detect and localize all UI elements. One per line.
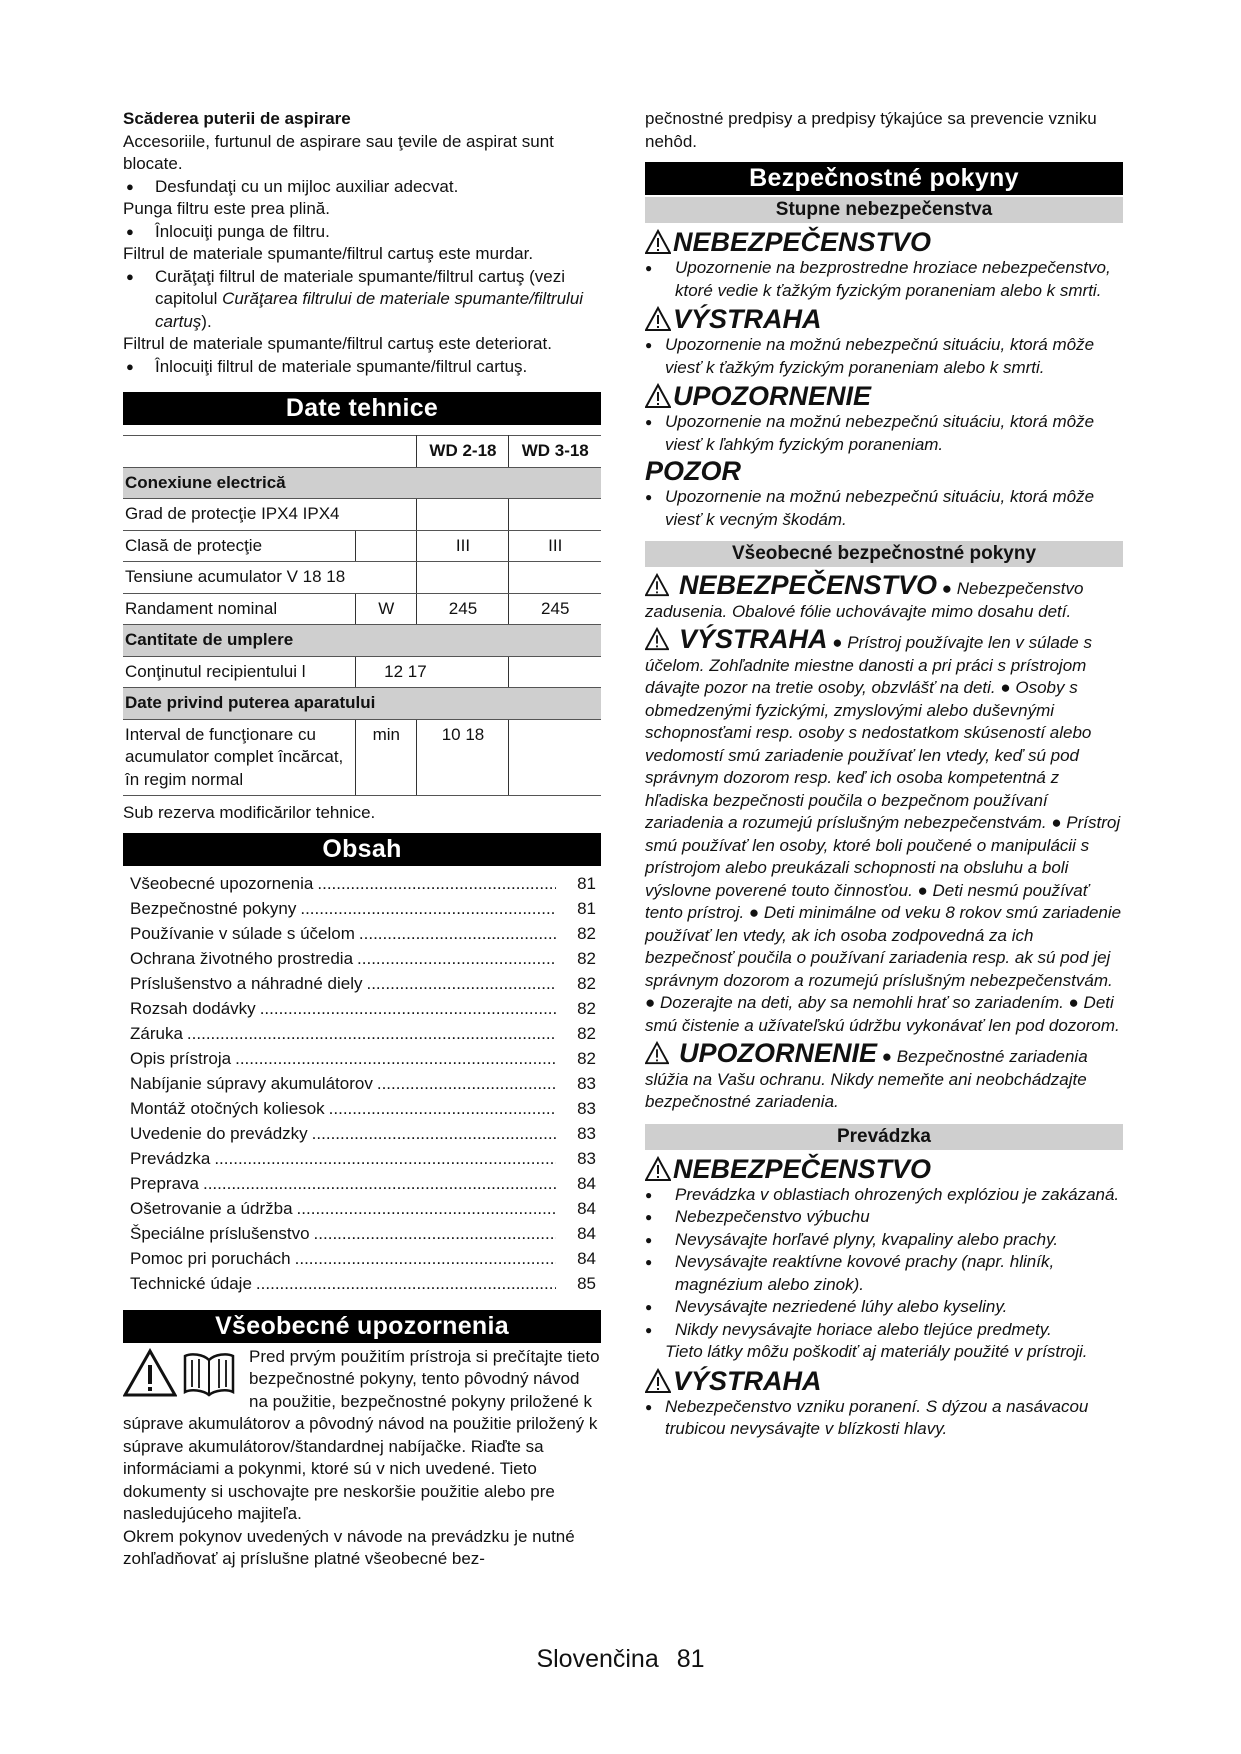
toc-row[interactable] — [130, 1048, 596, 1073]
toc-page: 84 — [577, 1198, 596, 1218]
general-safety-danger-text: Nebezpečenstvo zadusenia. Obalové fólie uchovávajte mimo dosahu detí. — [645, 579, 1084, 621]
toc-row[interactable] — [130, 998, 596, 1023]
signal-word-danger-operation — [645, 1154, 1123, 1184]
signal-word-text: VÝSTRAHA — [673, 304, 822, 334]
row-protection-degree: Grad de protecţie IPX4 IPX4 — [123, 499, 417, 531]
toc-title: Uvedenie do prevádzky — [130, 1123, 308, 1143]
toc-row[interactable] — [130, 1023, 596, 1048]
toc-row[interactable] — [130, 948, 596, 973]
toc-page: 84 — [577, 1173, 596, 1193]
signal-word-text: UPOZORNENIE — [673, 381, 872, 411]
signal-word-text: NEBEZPEČENSTVO — [673, 1153, 932, 1184]
operation-item: ● Nikdy nevysávajte horiace alebo tlejúce predmety. — [645, 1319, 1123, 1342]
safety-heading: Bezpečnostné pokyny — [645, 162, 1123, 195]
cell-unit: min — [356, 719, 417, 796]
section-performance: Date privind puterea aparatului — [123, 688, 601, 720]
table-row — [123, 499, 601, 531]
signal-word-text: POZOR — [645, 456, 742, 486]
footer-language: Slovenčina — [536, 1645, 659, 1673]
warning-triangle-icon — [123, 1348, 177, 1398]
toc-title: Ošetrovanie a údržba — [130, 1198, 293, 1218]
toc-page: 81 — [577, 898, 596, 918]
toc-title: Preprava — [130, 1173, 199, 1193]
toc-title: Nabíjanie súpravy akumulátorov — [130, 1073, 373, 1093]
operation-warning-text: ● Nebezpečenstvo vzniku poranení. S dýzou a nasávacou trubicou nevysávajte v blízkosti hlavy. — [645, 1396, 1123, 1441]
continued-text: pečnostné predpisy a predpisy týkajúce sa prevencie vzniku nehôd. — [645, 109, 1097, 151]
col-header-wd3: WD 3-18 — [509, 436, 601, 468]
cell-value: 10 18 — [417, 719, 509, 796]
fault-cause-4: Filtrul de materiale spumante/filtrul cartuş este deteriorat. — [123, 334, 552, 353]
toc-row[interactable] — [130, 1248, 596, 1273]
toc-list — [130, 873, 596, 1298]
signal-word-danger — [645, 227, 1123, 257]
general-safety-danger: NEBEZPEČENSTVO ● Nebezpečenstvo zadusenia. Obalové fólie uchovávajte mimo dosahu detí. — [645, 570, 1084, 621]
toc-row[interactable] — [130, 973, 596, 998]
fault-remedy-1: ● Desfundaţi cu un mijloc auxiliar adecvat. — [123, 176, 601, 199]
table-row — [123, 530, 601, 562]
page-footer — [0, 1645, 1241, 1674]
toc-page: 84 — [577, 1223, 596, 1243]
table-section — [123, 688, 601, 720]
warning-description: ● Upozornenie na možnú nebezpečnú situáciu, ktorá môže viesť k ťažkým fyzickým poraneniam alebo k smrti. — [645, 334, 1123, 379]
toc-title: Príslušenstvo a náhradné diely — [130, 973, 363, 993]
general-notes-text-2: Okrem pokynov uvedených v návode na prevádzku je nutné zohľadňovať aj príslušne platné všeobecné bez- — [123, 1526, 575, 1568]
warning-triangle-icon — [645, 1041, 669, 1065]
toc-title: Záruka — [130, 1023, 183, 1043]
row-battery-voltage: Tensiune acumulator V 18 18 — [123, 562, 417, 594]
cell-unit: W — [356, 593, 417, 625]
toc-title: Špeciálne príslušenstvo — [130, 1223, 310, 1243]
fault-cause-2: Punga filtru este prea plină. — [123, 199, 330, 218]
danger-description: ● Upozornenie na bezprostredne hroziace nebezpečenstvo, ktoré vedie k ťažkým fyzickým poraneniam alebo k smrti. — [645, 257, 1123, 302]
section-capacity: Cantitate de umplere — [123, 625, 601, 657]
operation-item: ● Nevysávajte horľavé plyny, kvapaliny alebo prachy. — [645, 1229, 1123, 1252]
toc-page: 82 — [577, 1023, 596, 1043]
toc-row[interactable] — [130, 1223, 596, 1248]
cell-value: 245 — [509, 593, 601, 625]
signal-word-warning-operation — [645, 1366, 1123, 1396]
toc-title: Pomoc pri poruchách — [130, 1248, 291, 1268]
general-safety-warning: VÝSTRAHA ● Prístroj používajte len v súlade s účelom. Zohľadnite miestne danosti a pri práci s prístrojom dávajte pozor na tretie osoby, obzvlášť na deti. ● Osoby s obmedzenými fyzickými, zmyslovými alebo duševnými schopnosťami resp. osoby s nedostatkom skúseností alebo vedomostí smú zariadenie používať len vtedy, keď sú pod správnym dozorom resp. keď ich osoba kompetentná z hľadiska bezpečnosti poučila o bezpečnom používaní zariadenia a rozumejú príslušným nebezpečenstvám. ● Prístroj smú používať len osoby, ktoré boli poučené o manipulácii s prístrojom alebo preukázali schopnosti na obsluhu a boli výslovne poverené touto činnosťou. ● Deti nesmú používať tento prístroj. ● Deti minimálne od veku 8 rokov smú zariadenie používať len vtedy, ak ich osoba zodpovedná za ich bezpečnosť poučila o používaní zariadenia resp. ak sú pod jej správnym dozorom a rozumejú príslušným nebezpečenstvám. ● Dozerajte na deti, aby sa nemohli hrať so zariadením. ● Deti smú čistenie a užívateľskú údržbu vykonávať len pod dozorom. — [645, 624, 1122, 1035]
general-notes-body — [123, 1346, 601, 1571]
operation-heading: Prevádzka — [645, 1124, 1123, 1150]
fault-remedy-3-end: ). — [201, 311, 212, 331]
toc-row[interactable] — [130, 923, 596, 948]
operation-item: ● Nevysávajte nezriedené lúhy alebo kyseliny. — [645, 1296, 1123, 1319]
tech-data-table — [123, 435, 601, 796]
cell-value: III — [417, 530, 509, 562]
manual-warning-icons — [123, 1348, 237, 1398]
toc-page: 82 — [577, 973, 596, 993]
general-safety-heading: Všeobecné bezpečnostné pokyny — [645, 541, 1123, 567]
operation-item: ● Nevysávajte reaktívne kovové prachy (napr. hliník, magnézium alebo zinok). — [645, 1251, 1123, 1296]
general-safety-warning-text: Prístroj používajte len v súlade s účelom. Zohľadnite miestne danosti a pri práci s prístrojom dávajte pozor na tretie osoby, obzvlášť na deti. ● Osoby s obmedzenými fyzickými, zmyslovými alebo duševnými schopnosťami resp. osoby s nedostatkom skúseností alebo vedomostí smú zariadenie používať len vtedy, keď sú pod správnym dozorom resp. keď ich osoba kompetentná z hľadiska bezpečnosti poučila o bezpečnom používaní zariadenia a rozumejú príslušným nebezpečenstvám. ● Prístroj smú používať len osoby, ktoré boli poučené o manipulácii s prístrojom alebo preukázali schopnosti na obsluhu a boli výslovne poverené touto činnosťou. ● Deti nesmú používať tento prístroj. ● Deti minimálne od veku 8 rokov smú zariadenie používať len vtedy, ak ich osoba zodpovedná za ich bezpečnosť poučila o používaní zariadenia resp. ak sú pod jej správnym dozorom a rozumejú príslušným nebezpečenstvám. ● Dozerajte na deti, aby sa nemohli hrať so zariadením. ● Deti smú čistenie a užívateľskú údržbu vykonávať len pod dozorom. — [645, 633, 1122, 1035]
toc-page: 83 — [577, 1098, 596, 1118]
toc-row[interactable] — [130, 1098, 596, 1123]
signal-word-text: NEBEZPEČENSTVO — [679, 570, 938, 600]
toc-title: Všeobecné upozornenia — [130, 873, 314, 893]
row-rated-power: Randament nominal — [123, 593, 356, 625]
general-safety-caution-text: Bezpečnostné zariadenia slúžia na Vašu ochranu. Nikdy nemeňte ani neobchádzajte bezpečnostné zariadenia. — [645, 1047, 1088, 1111]
toc-page: 85 — [577, 1273, 596, 1293]
signal-word-text: VÝSTRAHA — [673, 1365, 822, 1396]
table-section — [123, 625, 601, 657]
warning-triangle-icon — [645, 229, 671, 255]
toc-page: 83 — [577, 1123, 596, 1143]
operation-note: Tieto látky môžu poškodiť aj materiály použité v prístroji. — [665, 1342, 1088, 1361]
toc-row[interactable] — [130, 1198, 596, 1223]
table-row — [123, 562, 601, 594]
warning-triangle-icon — [645, 383, 671, 409]
toc-page: 81 — [577, 873, 596, 893]
warning-triangle-icon — [645, 573, 669, 597]
general-notes-heading: Všeobecné upozornenia — [123, 1310, 601, 1343]
tech-data-heading: Date tehnice — [123, 392, 601, 425]
left-column — [123, 108, 601, 1571]
signal-word-caution — [645, 381, 1123, 411]
row-protection-class: Clasă de protecţie — [123, 530, 356, 562]
signal-word-text: UPOZORNENIE — [679, 1038, 878, 1068]
cell-value: 245 — [417, 593, 509, 625]
toc-page: 84 — [577, 1248, 596, 1268]
tech-note: Sub rezerva modificărilor tehnice. — [123, 803, 376, 822]
hazard-levels-heading: Stupne nebezpečenstva — [645, 197, 1123, 223]
warning-triangle-icon — [645, 306, 671, 332]
caution-description: ● Upozornenie na možnú nebezpečnú situáciu, ktorá môže viesť k ľahkým fyzickým poraneniam. — [645, 411, 1123, 456]
table-row — [123, 656, 601, 688]
fault-remedy-4: ● Înlocuiţi filtrul de materiale spumante/filtrul cartuş. — [123, 356, 601, 379]
fault-remedy-3-ref: Curăţarea filtrului de materiale spumante/filtrului cartuş — [155, 289, 584, 331]
section-electrical: Conexiune electrică — [123, 467, 601, 499]
cell-value: III — [509, 530, 601, 562]
notice-description: ● Upozornenie na možnú nebezpečnú situáciu, ktorá môže viesť k vecným škodám. — [645, 486, 1123, 531]
toc-page: 82 — [577, 998, 596, 1018]
toc-title: Technické údaje — [130, 1273, 252, 1293]
fault-title: Scăderea puterii de aspirare — [123, 109, 351, 128]
toc-page: 82 — [577, 1048, 596, 1068]
general-notes-text-1: Pred prvým použitím prístroja si prečítajte tieto bezpečnostné pokyny, tento pôvodný návod na použitie, bezpečnostné pokyny priložené k súprave akumulátorov a pôvodný návod na použitie priložený k súprave akumulátorov/štandardnej nabíjačke. Riaďte sa informáciami a pokynmi, ktoré sú v nich uvedené. Tieto dokumenty si uschovajte pre neskoršie použitie alebo pre nasledujúceho majiteľa. — [123, 1346, 600, 1523]
operation-item: ● Nebezpečenstvo výbuchu — [645, 1206, 1123, 1229]
signal-word-text: NEBEZPEČENSTVO — [673, 227, 932, 257]
fault-remedy-3-text: Curăţaţi filtrul de materiale spumante/filtrul cartuş (vezi capitolul — [155, 266, 566, 308]
page-number: 81 — [676, 1645, 705, 1673]
toc-heading: Obsah — [123, 833, 601, 866]
toc-title: Ochrana životného prostredia — [130, 948, 354, 968]
toc-page: 82 — [577, 923, 596, 943]
warning-triangle-icon — [645, 1368, 671, 1394]
table-row — [123, 719, 601, 796]
row-container-volume: Conţinutul recipientului l — [123, 656, 356, 688]
cell-value: 12 17 — [356, 656, 509, 688]
toc-row[interactable] — [130, 1148, 596, 1173]
general-safety-caution: UPOZORNENIE ● Bezpečnostné zariadenia slúžia na Vašu ochranu. Nikdy nemeňte ani neobchádzajte bezpečnostné zariadenia. — [645, 1038, 1088, 1111]
toc-page: 83 — [577, 1148, 596, 1168]
row-runtime: Interval de funcţionare cu acumulator complet încărcat, în regim normal — [123, 719, 356, 796]
toc-title: Používanie v súlade s účelom — [130, 923, 355, 943]
table-header-row — [123, 436, 601, 468]
fault-cause-3: Filtrul de materiale spumante/filtrul cartuş este murdar. — [123, 244, 534, 263]
signal-word-notice — [645, 456, 1123, 486]
open-book-icon — [181, 1348, 237, 1398]
signal-word-warning — [645, 304, 1123, 334]
toc-row[interactable] — [130, 898, 596, 923]
warning-triangle-icon — [645, 1156, 671, 1182]
right-column — [645, 108, 1123, 1441]
toc-title: Bezpečnostné pokyny — [130, 898, 297, 918]
toc-row[interactable] — [130, 1273, 596, 1298]
toc-title: Rozsah dodávky — [130, 998, 256, 1018]
toc-page: 82 — [577, 948, 596, 968]
operation-item: ● Prevádzka v oblastiach ohrozených explóziou je zakázaná. — [645, 1184, 1123, 1207]
toc-title: Montáž otočných koliesok — [130, 1098, 325, 1118]
toc-row[interactable] — [130, 873, 596, 898]
toc-title: Opis prístroja — [130, 1048, 232, 1068]
toc-page: 83 — [577, 1073, 596, 1093]
signal-word-text: VÝSTRAHA — [679, 624, 828, 654]
col-header-wd2: WD 2-18 — [417, 436, 509, 468]
table-section — [123, 467, 601, 499]
toc-row[interactable] — [130, 1073, 596, 1098]
toc-row[interactable] — [130, 1173, 596, 1198]
fault-remedy-2: ● Înlocuiţi punga de filtru. — [123, 221, 601, 244]
warning-triangle-icon — [645, 627, 669, 651]
fault-cause-1: Accesoriile, furtunul de aspirare sau ţevile de aspirat sunt blocate. — [123, 131, 554, 173]
fault-remedy-3 — [123, 266, 601, 334]
toc-title: Prevádzka — [130, 1148, 211, 1168]
toc-row[interactable] — [130, 1123, 596, 1148]
table-row — [123, 593, 601, 625]
